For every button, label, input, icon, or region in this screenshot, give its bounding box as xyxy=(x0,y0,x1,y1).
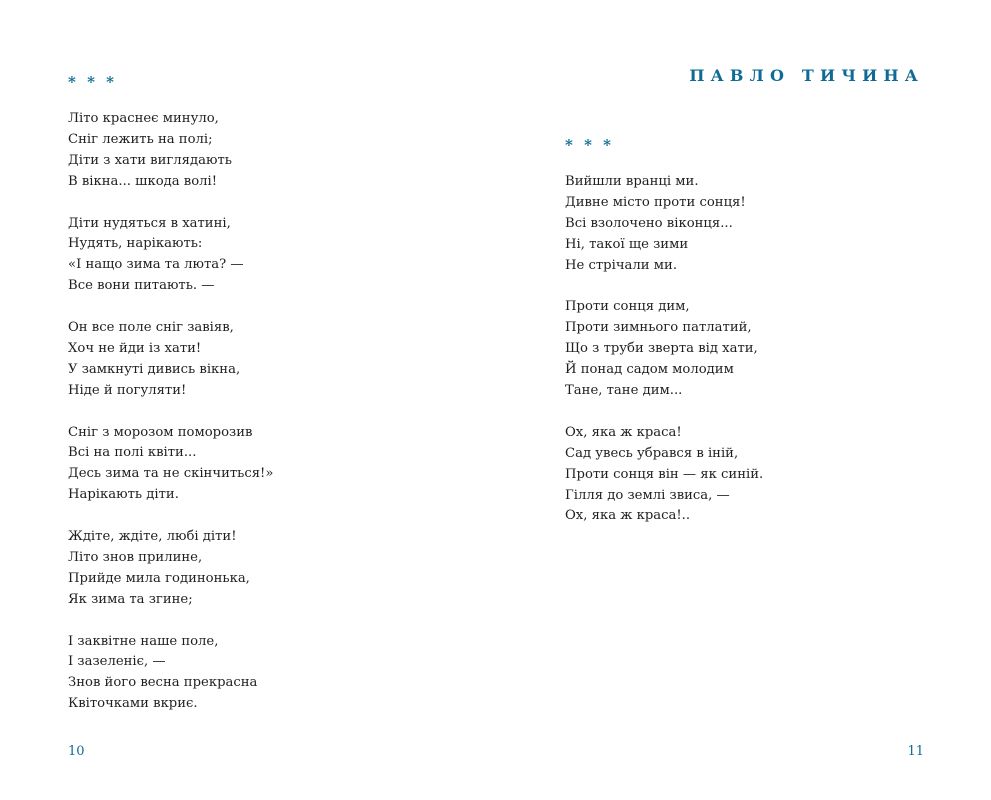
poem-line: Сад увесь убрався в іній, xyxy=(565,445,739,461)
poem-line: Десь зима та не скінчиться!» xyxy=(68,466,274,482)
section-separator: * * * xyxy=(68,73,117,91)
poem-line: Нарікають діти. xyxy=(68,487,179,503)
poem-line: Тане, тане дим... xyxy=(565,383,683,399)
poem-line: Що з труби зверта від хати, xyxy=(565,341,758,357)
section-separator: * * * xyxy=(565,136,614,154)
poem-line: Сніг з морозом поморозив xyxy=(68,424,253,440)
stanza xyxy=(68,214,273,298)
poem-line: Літо краснеє минуло, xyxy=(68,111,219,126)
poem-line: Хоч не йди із хати! xyxy=(68,340,202,356)
author-header: ПАВЛО ТИЧИНА xyxy=(689,66,924,85)
stanza xyxy=(68,632,273,716)
poem-line: І заквітне наше поле, xyxy=(68,633,219,649)
stanza xyxy=(68,109,273,193)
poem-line: Прийде мила годинонька, xyxy=(68,570,250,586)
poem-line: Он все поле сніг завіяв, xyxy=(68,320,234,336)
poem-line: Ні, такої ще зими xyxy=(565,236,689,252)
poem-line: Вийшли вранці ми. xyxy=(565,174,699,189)
poem-line: Проти сонця він — як синій. xyxy=(565,466,764,482)
poem-line: Ох, яка ж краса!.. xyxy=(565,508,691,524)
poem-line: Як зима та згине; xyxy=(68,591,193,607)
poem-line: Всі на полі квіти... xyxy=(68,445,197,461)
page-number: 10 xyxy=(68,744,85,759)
stanza xyxy=(68,423,273,507)
poem-line: «І нащо зима та люта? — xyxy=(68,257,244,273)
poem-line: У замкнуті дивись вікна, xyxy=(68,361,241,377)
poem-line: І зазеленіє, — xyxy=(68,654,166,670)
poem-line: Проти сонця дим, xyxy=(565,299,690,315)
poem-line: Проти зимнього патлатий, xyxy=(565,320,752,336)
poem-line: Ждіте, ждіте, любі діти! xyxy=(68,529,237,545)
poem-line: Не стрічали ми. xyxy=(565,257,678,273)
stanza xyxy=(68,527,273,611)
poem-line: Всі взолочено віконця... xyxy=(565,215,733,231)
left-page xyxy=(0,0,495,800)
poem xyxy=(565,172,763,527)
poem-line: Гілля до землі звиса, — xyxy=(565,487,730,503)
poem-line: Діти нудяться в хатині, xyxy=(68,215,231,231)
stanza xyxy=(565,297,763,402)
poem-line: Й понад садом молодим xyxy=(565,362,734,378)
stanza xyxy=(565,172,763,277)
stanza xyxy=(565,423,763,528)
poem-line: Ох, яка ж краса! xyxy=(565,424,682,440)
poem-line: Все вони питають. — xyxy=(68,278,215,294)
poem-line: Сніг лежить на полі; xyxy=(68,131,213,147)
poem-line: Ніде й погуляти! xyxy=(68,382,187,398)
poem-line: Дивне місто проти сонця! xyxy=(565,194,746,210)
poem-line: Нудять, нарікають: xyxy=(68,236,203,252)
poem xyxy=(68,109,273,715)
right-page xyxy=(495,0,991,800)
poem-line: В вікна... шкода волі! xyxy=(68,173,218,189)
page-number: 11 xyxy=(907,744,924,759)
poem-line: Знов його весна прекрасна xyxy=(68,675,258,691)
poem-line: Літо знов прилине, xyxy=(68,549,203,565)
stanza xyxy=(68,318,273,402)
poem-line: Квіточками вкриє. xyxy=(68,696,198,712)
poem-line: Діти з хати виглядають xyxy=(68,152,232,168)
